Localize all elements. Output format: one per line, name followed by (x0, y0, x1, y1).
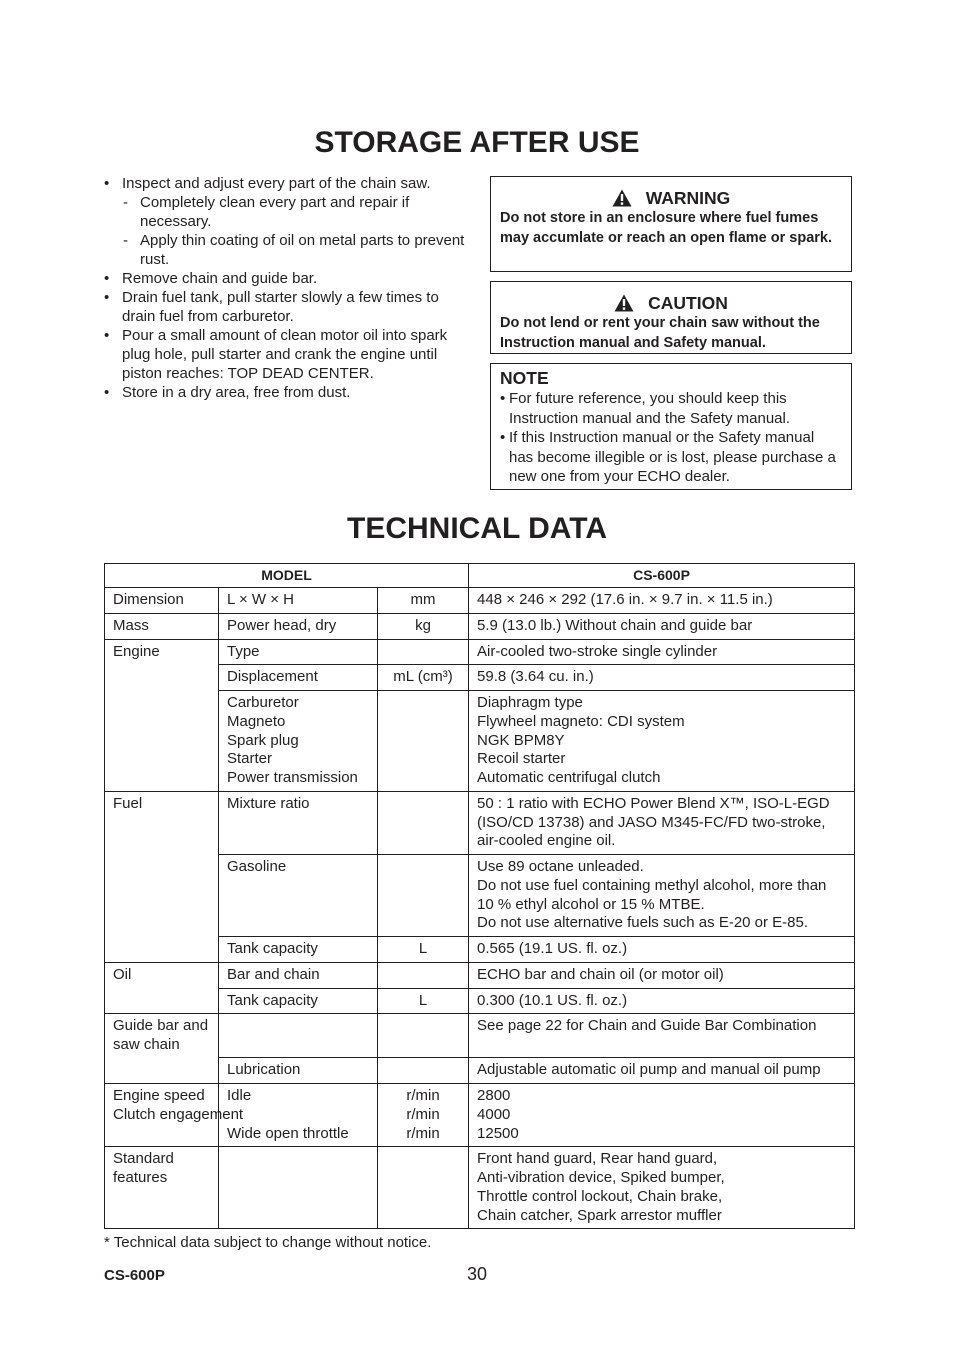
spec-item: L × W × H (219, 588, 378, 614)
spec-values (469, 691, 855, 792)
spec-item: Starter (227, 750, 273, 768)
spec-item: Displacement (219, 665, 378, 691)
spec-items (219, 691, 378, 792)
note-box (490, 363, 852, 490)
note-item: • If this Instruction manual or the Safety manual has become illegible or is lost, please purchase a new one from your ECHO dealer. (500, 428, 842, 487)
list-item: • Remove chain and guide bar. (104, 269, 476, 288)
spec-item: Type (219, 639, 378, 665)
table-row (105, 1084, 855, 1147)
spec-unit: r/min (406, 1105, 440, 1123)
spec-value: See page 22 for Chain and Guide Bar Combination (469, 1014, 855, 1058)
list-subitem: - Completely clean every part and repair if necessary. (104, 193, 476, 231)
spec-values (469, 855, 855, 937)
spec-value: Recoil starter (477, 750, 566, 768)
spec-unit: r/min (406, 1087, 440, 1104)
spec-category: Oil (105, 962, 219, 1014)
spec-value: 0.300 (10.1 US. fl. oz.) (469, 988, 855, 1014)
table-row (105, 1147, 855, 1229)
spec-unit (378, 1014, 469, 1058)
spec-unit (378, 691, 469, 792)
spec-units (378, 1084, 469, 1147)
warning-text: Do not store in an enclosure where fuel fumes may accumlate or reach an open flame or spark. (500, 210, 833, 246)
spec-value: Chain catcher, Spark arrestor muffler (477, 1206, 722, 1224)
spec-category: Guide bar and saw chain (105, 1014, 219, 1084)
spec-item (227, 1106, 369, 1125)
warning-triangle-icon (614, 294, 634, 312)
spec-unit (378, 1147, 469, 1229)
spec-item: Wide open throttle (227, 1124, 349, 1142)
storage-title: STORAGE AFTER USE (314, 126, 640, 159)
warning-triangle-icon (612, 189, 632, 207)
spec-value: Diaphragm type (477, 694, 583, 711)
spec-unit: L (378, 988, 469, 1014)
warning-title: WARNING (645, 187, 731, 208)
table-row (105, 639, 855, 665)
spec-value: Automatic centrifugal clutch (477, 769, 661, 786)
spec-value: Throttle control lockout, Chain brake, (477, 1187, 723, 1205)
spec-table (104, 563, 855, 1229)
spec-category: Mass (105, 613, 219, 639)
spec-item: Tank capacity (219, 988, 378, 1014)
footnote: * Technical data subject to change without notice. (104, 1234, 432, 1251)
spec-value: 4000 (477, 1105, 511, 1123)
model-header: MODEL (105, 564, 469, 588)
spec-category: Standard features (105, 1147, 219, 1229)
warning-box (490, 176, 852, 272)
table-row (105, 588, 855, 614)
spec-value: ECHO bar and chain oil (or motor oil) (469, 962, 855, 988)
spec-value: 59.8 (3.64 cu. in.) (469, 665, 855, 691)
caution-title: CAUTION (648, 292, 728, 313)
spec-value: Air-cooled two-stroke single cylinder (469, 639, 855, 665)
spec-item: Power head, dry (219, 613, 378, 639)
caution-header (500, 292, 842, 314)
spec-item (219, 1147, 378, 1229)
table-row (105, 962, 855, 988)
spec-value: Use 89 octane unleaded. (477, 858, 644, 875)
table-row (105, 613, 855, 639)
spec-unit (378, 791, 469, 854)
spec-value: 12500 (477, 1124, 519, 1142)
table-row (105, 1014, 855, 1058)
spec-unit: mL (cm³) (378, 665, 469, 691)
table-header-row (105, 564, 855, 588)
spec-value: 50 : 1 ratio with ECHO Power Blend X™, ISO-L-EGD (ISO/CD 13738) and JASO M345-FC/FD two-stroke, air-cooled engine oil. (469, 791, 855, 854)
spec-value: NGK BPM8Y (477, 731, 565, 749)
spec-value: Adjustable automatic oil pump and manual oil pump (469, 1058, 855, 1084)
storage-list (104, 174, 476, 402)
spec-unit (378, 1058, 469, 1084)
caution-box (490, 281, 852, 354)
technical-title: TECHNICAL DATA (347, 512, 607, 545)
spec-item: Mixture ratio (219, 791, 378, 854)
list-subitem: - Apply thin coating of oil on metal parts to prevent rust. (104, 231, 476, 269)
spec-unit: r/min (406, 1124, 440, 1142)
spec-value: 5.9 (13.0 lb.) Without chain and guide bar (469, 613, 855, 639)
spec-value: Front hand guard, Rear hand guard, (477, 1150, 718, 1168)
spec-item: Magneto (227, 712, 286, 730)
spec-unit (378, 962, 469, 988)
spec-category: Fuel (105, 791, 219, 962)
footer-model: CS-600P (104, 1267, 165, 1284)
spec-unit: L (378, 937, 469, 963)
spec-unit (378, 855, 469, 937)
spec-value: 448 × 246 × 292 (17.6 in. × 9.7 in. × 11.5 in.) (469, 588, 855, 614)
list-item: • Drain fuel tank, pull starter slowly a few times to drain fuel from carburetor. (104, 288, 476, 326)
note-title: NOTE (500, 368, 549, 388)
spec-value: Anti-vibration device, Spiked bumper, (477, 1169, 725, 1186)
page-number: 30 (466, 1264, 488, 1284)
spec-values (469, 1147, 855, 1229)
spec-item: Lubrication (219, 1058, 378, 1084)
spec-value: Flywheel magneto: CDI system (477, 712, 685, 730)
spec-category: Engine (105, 639, 219, 791)
warning-header (500, 187, 842, 209)
list-item: • Store in a dry area, free from dust. (104, 383, 476, 402)
spec-item: Tank capacity (219, 937, 378, 963)
spec-category-line: Clutch engagement (113, 1105, 244, 1123)
spec-item (219, 1014, 378, 1058)
spec-category: Dimension (105, 588, 219, 614)
note-item: • For future reference, you should keep this Instruction manual and the Safety manual. (500, 389, 842, 428)
spec-unit: kg (378, 613, 469, 639)
spec-item: Spark plug (227, 731, 299, 749)
spec-category-line: Engine speed (113, 1087, 205, 1104)
spec-item: Gasoline (219, 855, 378, 937)
list-item: • Inspect and adjust every part of the chain saw. (104, 174, 476, 193)
spec-values (469, 1084, 855, 1147)
list-item: • Pour a small amount of clean motor oil into spark plug hole, pull starter and crank the engine until piston reaches: TOP DEAD CENTER. (104, 326, 476, 383)
spec-item: Idle (227, 1087, 252, 1104)
spec-item: Power transmission (227, 769, 358, 786)
spec-item: Bar and chain (219, 962, 378, 988)
spec-item: Carburetor (227, 694, 299, 711)
spec-value: Do not use alternative fuels such as E-20 or E-85. (477, 914, 809, 932)
model-value: CS-600P (469, 564, 855, 588)
table-row (105, 791, 855, 854)
spec-value: Do not use fuel containing methyl alcohol, more than 10 % ethyl alcohol or 15 % MTBE. (477, 876, 827, 913)
caution-text: Do not lend or rent your chain saw without the Instruction manual and Safety manual. (500, 315, 820, 351)
spec-value: 2800 (477, 1087, 511, 1104)
spec-unit: mm (378, 588, 469, 614)
spec-unit (378, 639, 469, 665)
spec-value: 0.565 (19.1 US. fl. oz.) (469, 937, 855, 963)
